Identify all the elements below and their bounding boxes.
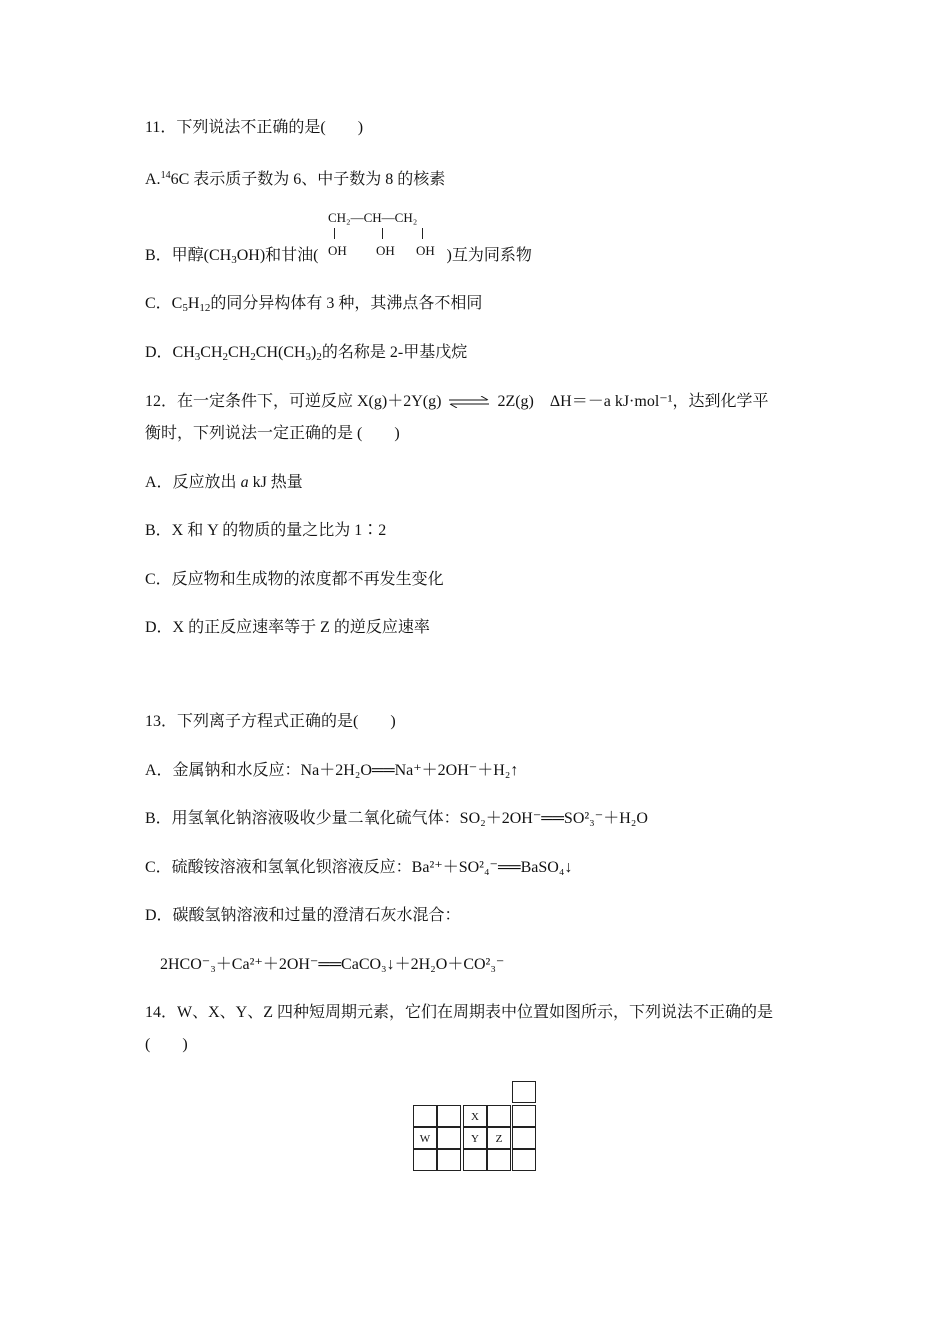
q11-option-b: B．甲醇$(CH_3OH)$和甘油( )互为同系物 <box>145 247 532 266</box>
table-cell <box>512 1127 536 1149</box>
q12-option-a: A．反应放出 a kJ 热量 <box>145 474 303 491</box>
q13-option-a: A．金属钠和水反应：Na＋2H₂O══Na⁺＋2OH⁻＋H₂↑ <box>145 762 519 779</box>
q13-option-d-equation: 2HCO⁻₃＋Ca²⁺＋2OH⁻══CaCO₃↓＋2H₂O＋CO²₃⁻ <box>160 956 505 973</box>
table-cell <box>512 1149 536 1171</box>
q13-stem: 13．下列离子方程式正确的是( ) <box>145 713 396 730</box>
q14-stem-paren: ( ) <box>145 1036 188 1053</box>
table-cell <box>487 1149 511 1171</box>
q11-option-c: C．$C_5H_{12}$的同分异构体有 3 种，其沸点各不相同 <box>145 295 483 314</box>
q14-stem: 14．W、X、Y、Z 四种短周期元素，它们在周期表中位置如图所示，下列说法不正确的是 <box>145 1004 773 1021</box>
table-cell <box>413 1105 437 1127</box>
q13-option-c: C．硫酸铵溶液和氢氧化钡溶液反应：Ba²⁺＋SO²₄⁻══BaSO₄↓ <box>145 859 573 876</box>
table-cell <box>437 1149 461 1171</box>
q11-option-d: D．$CH_3CH_2CH_2CH(CH_3)_2$的名称是 2-甲基戊烷 <box>145 344 468 363</box>
table-cell <box>437 1105 461 1127</box>
table-cell-z: Z <box>487 1127 511 1149</box>
table-cell <box>413 1149 437 1171</box>
q12-stem-line1: 12．在一定条件下，可逆反应 X(g)＋2Y(g) 2Z(g) ΔH＝－a kJ·mol⁻¹，达到化学平 <box>145 393 769 410</box>
q12-option-c: C．反应物和生成物的浓度都不再发生变化 <box>145 571 444 588</box>
q12-option-b: B．X 和 Y 的物质的量之比为 1∶2 <box>145 522 387 539</box>
table-cell <box>463 1149 487 1171</box>
table-cell <box>512 1105 536 1127</box>
q13-option-b: B．用氢氧化钠溶液吸收少量二氧化硫气体：SO₂＋2OH⁻══SO²₃⁻＋H₂O <box>145 810 648 827</box>
table-cell-x: X <box>463 1105 487 1127</box>
q11-stem: 11．下列说法不正确的是( ) <box>145 119 364 136</box>
table-cell <box>437 1127 461 1149</box>
table-cell <box>487 1105 511 1127</box>
table-cell <box>512 1081 536 1103</box>
equilibrium-arrow-icon <box>447 396 491 408</box>
q12-option-d: D．X 的正反应速率等于 Z 的逆反应速率 <box>145 619 430 636</box>
q12-stem-line2: 衡时，下列说法一定正确的是 ( ) <box>145 425 400 442</box>
table-cell-w: W <box>413 1127 437 1149</box>
table-cell-y: Y <box>463 1127 487 1149</box>
q13-option-d: D．碳酸氢钠溶液和过量的澄清石灰水混合： <box>145 907 461 924</box>
q11-option-a: A.$^{14}$6C 表示质子数为 6、中子数为 8 的核素 <box>145 170 446 188</box>
